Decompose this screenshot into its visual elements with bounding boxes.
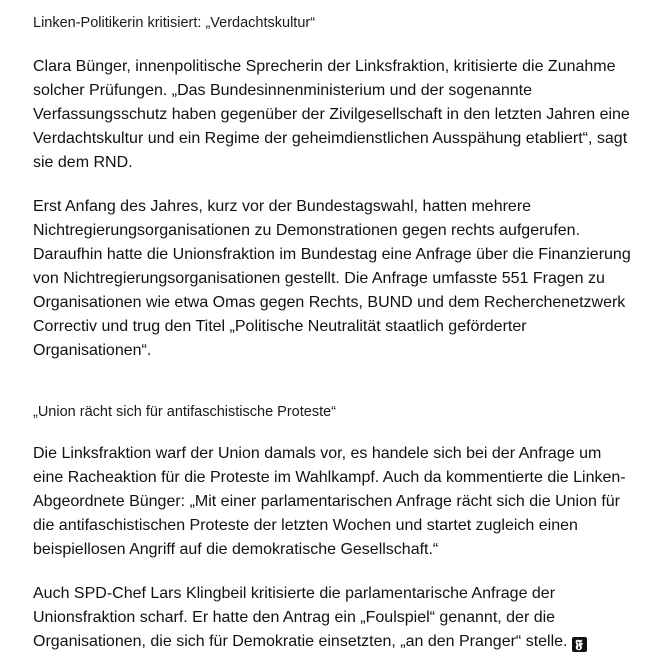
section-subheading-union-raecht-sich: „Union rächt sich für antifaschistische Proteste“	[33, 404, 337, 420]
paragraph-racheaktion: Die Linksfraktion warf der Union damals vor, es handele sich bei der Anfrage um eine Racheaktion für die Proteste im Wahlkampf. Auch da kommentierte die Linken-Abgeordnete Bünger: „Mit einer parlamentarischen Anfrage rächt sich die Union für die antifaschistischen Proteste der letzten Wochen und startet zugleich einen beispiellosen Angriff auf die demokratische Gesellschaft.“	[33, 445, 626, 558]
paragraph-buenger-quote: Clara Bünger, innenpolitische Sprecherin der Linksfraktion, kritisierte die Zunahme solcher Prüfungen. „Das Bundesinnenministerium und der sogenannte Verfassungsschutz haben gegenüber der Zivilgesellschaft in den letzten Jahren eine Verdachtskultur und ein Regime der geheimdienstlichen Ausspähung etabliert“, sagt sie dem RND.	[33, 58, 630, 171]
paragraph-union-anfrage: Erst Anfang des Jahres, kurz vor der Bundestagswahl, hatten mehrere Nichtregierungsorganisationen zu Demonstrationen gegen rechts aufgerufen. Daraufhin hatte die Unionsfraktion im Bundestag eine Anfrage über die Finanzierung von Nichtregierungsorganisationen gestellt. Die Anfrage umfasste 551 Fragen zu Organisationen wie etwa Omas gegen Rechts, BUND und dem Recherchenetzwerk Correctiv und trug den Titel „Politische Neutralität staatlich geförderter Organisationen“.	[33, 198, 631, 359]
paragraph-klingbeil	[33, 582, 633, 654]
paragraph-klingbeil-text: Auch SPD-Chef Lars Klingbeil kritisierte die parlamentarische Anfrage der Unionsfraktion scharf. Er hatte den Antrag ein „Foulspiel“ genannt, der die Organisationen, die sich für Demokratie einsetzten, „an den Pranger“ stelle.	[33, 585, 568, 650]
newspaper-logo-icon: 𝕱	[572, 637, 587, 652]
section-subheading-verdachtskultur: Linken-Politikerin kritisiert: „Verdachtskultur“	[33, 15, 316, 31]
